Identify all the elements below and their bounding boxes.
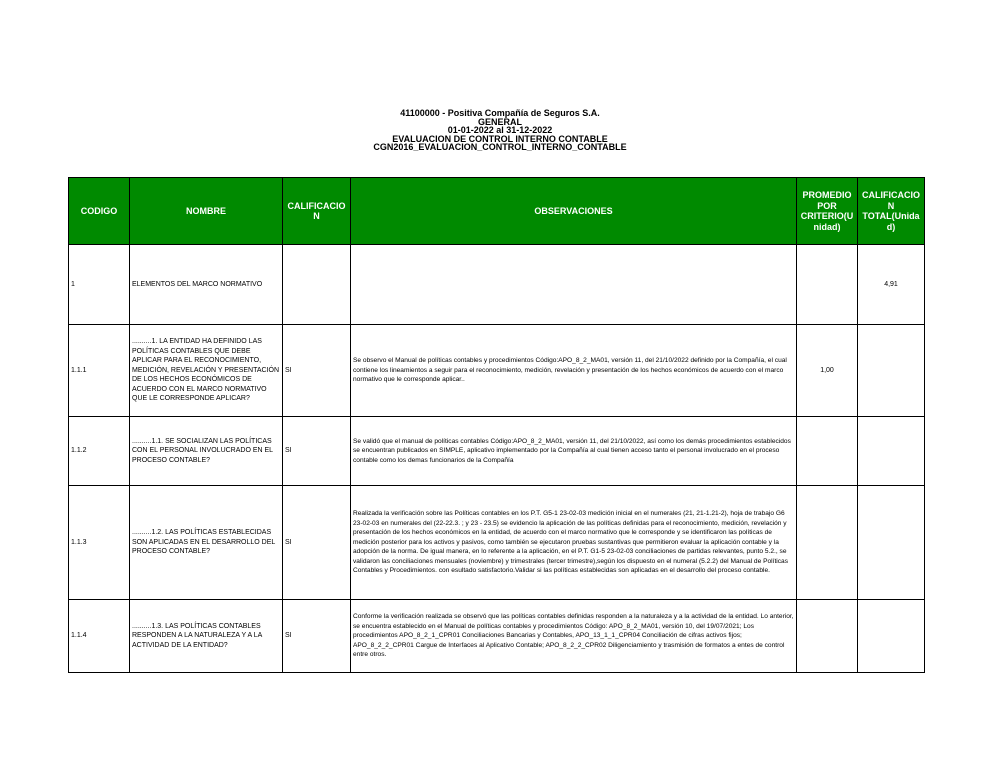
table-row (69, 486, 925, 600)
column-header-total: CALIFICACIO N TOTAL(Unida d) (858, 178, 925, 245)
cell-observaciones: Realizada la verificación sobre las Políticas contables en los P.T. G5-1 23-02-03 medición inicial en el numerales (21, 21-1.21-2), hoja de trabajo G6 23-02-03 en numerales del (22-22.3. ; y 23 - 23.5) se evidencio la aplicación de las políticas definidas para el reconocimiento, medición, revelación y presentación de los hechos económicos en la entidad, de acuerdo con el marco normativo que le corresponde y se identificaron las políticas de medición posterior para los activos y pasivos, como también se ejecutaron pruebas sustantivas que permitieron evaluar la aplicación contable y la adopción de la norma. De igual manera, en lo referente a la aplicación, en el P.T. G1-5 23-02-03 conciliaciones de partidas relevantes, punto 5.2., se validaron las conciliaciones mensuales (noviembre) y trimestrales (tercer trimestre),según los dispuesto en el numeral (5.2.2) del Manual de Políticas Contables y Procedimientos. con esultado satisfactorio.Validar si las políticas establecidas son aplicadas en el desarrollo del proceso contable. (351, 486, 797, 600)
cell-nombre: ..........1. LA ENTIDAD HA DEFINIDO LAS POLÍTICAS CONTABLES QUE DEBE APLICAR PARA EL RECONOCIMIENTO, MEDICIÓN, REVELACIÓN Y PRESENTACIÓN DE LOS HECHOS ECONÓMICOS DE ACUERDO CON EL MARCO NORMATIVO QUE LE CORRESPONDE APLICAR? (130, 325, 283, 417)
cell-nombre: ELEMENTOS DEL MARCO NORMATIVO (130, 245, 283, 325)
cell-observaciones: Se observo el Manual de políticas contables y procedimientos Código:APO_8_2_MA01, versión 11, del 21/10/2022 definido por la Compañía, el cual contiene los lineamientos a seguir para el reconocimiento, medición, revelación y presentación de los hechos económicos de acuerdo con el marco normativo que le corresponde aplicar.. (351, 325, 797, 417)
table-header-row (69, 178, 925, 245)
report-header (0, 109, 1000, 152)
cell-calificacion: SI (283, 486, 351, 600)
cell-calificacion (283, 245, 351, 325)
cell-calificacion: SI (283, 325, 351, 417)
table-row (69, 600, 925, 673)
evaluation-table (68, 177, 925, 673)
column-header-nombre: NOMBRE (130, 178, 283, 245)
cell-codigo: 1.1.3 (69, 486, 130, 600)
cell-nombre: ..........1.2. LAS POLÍTICAS ESTABLECIDAS SON APLICADAS EN EL DESARROLLO DEL PROCESO CONTABLE? (130, 486, 283, 600)
column-header-observaciones: OBSERVACIONES (351, 178, 797, 245)
cell-codigo: 1.1.1 (69, 325, 130, 417)
cell-promedio (797, 600, 858, 673)
cell-codigo: 1.1.4 (69, 600, 130, 673)
cell-promedio: 1,00 (797, 325, 858, 417)
cell-total (858, 600, 925, 673)
column-header-promedio: PROMEDIO POR CRITERIO(U nidad) (797, 178, 858, 245)
report-title: EVALUACION DE CONTROL INTERNO CONTABLE (392, 133, 608, 144)
cell-total (858, 325, 925, 417)
cell-nombre: ..........1.1. SE SOCIALIZAN LAS POLÍTICAS CON EL PERSONAL INVOLUCRADO EN EL PROCESO CONTABLE? (130, 417, 283, 486)
table-row (69, 325, 925, 417)
report-scope: GENERAL (477, 116, 522, 127)
cell-calificacion: SI (283, 600, 351, 673)
cell-promedio (797, 486, 858, 600)
cell-total: 4,91 (858, 245, 925, 325)
cell-codigo: 1.1.2 (69, 417, 130, 486)
report-period: 01-01-2022 al 31-12-2022 (447, 125, 553, 136)
cell-codigo: 1 (69, 245, 130, 325)
table-row (69, 245, 925, 325)
cell-calificacion: SI (283, 417, 351, 486)
cell-total (858, 417, 925, 486)
form-code: CGN2016_EVALUACION_CONTROL_INTERNO_CONTABLE (373, 142, 627, 153)
cell-promedio (797, 245, 858, 325)
cell-promedio (797, 417, 858, 486)
table-row (69, 417, 925, 486)
entity-name: 41100000 - Positiva Compañía de Seguros S.A. (400, 108, 600, 118)
column-header-calificacion: CALIFICACIO N (283, 178, 351, 245)
cell-total (858, 486, 925, 600)
cell-observaciones: Se validó que el manual de políticas contables Código:APO_8_2_MA01, versión 11, del 21/10/2022, así como los demás procedimientos establecidos se encuentran publicados en SIMPLE, aplicativo implementado por la Compañía al cual tienen acceso tanto el personal involucrado en el proceso contable como los demas funcionarios de la Compañía (351, 417, 797, 486)
column-header-codigo: CODIGO (69, 178, 130, 245)
cell-nombre: ..........1.3. LAS POLÍTICAS CONTABLES RESPONDEN A LA NATURALEZA Y A LA ACTIVIDAD DE LA ENTIDAD? (130, 600, 283, 673)
cell-observaciones: Conforme la verificación realizada se observó que las políticas contables definidas responden a la naturaleza y a la actividad de la entidad. Lo anterior, se encuentra establecido en el Manual de políticas contables y procedimientos Código: APO_8_2_MA01, versión 10, del 19/07/2021; Los procedimientos APO_8_2_1_CPR01 Conciliaciones Bancarias y Contables, APO_13_1_1_CPR04 Conciliación de cifras activos fijos; APO_8_2_2_CPR01 Cargue de Interfaces al Aplicativo Contable; APO_8_2_2_CPR02 Diligenciamiento y trasmisión de formatos a entes de control entre otros. (351, 600, 797, 673)
cell-observaciones (351, 245, 797, 325)
